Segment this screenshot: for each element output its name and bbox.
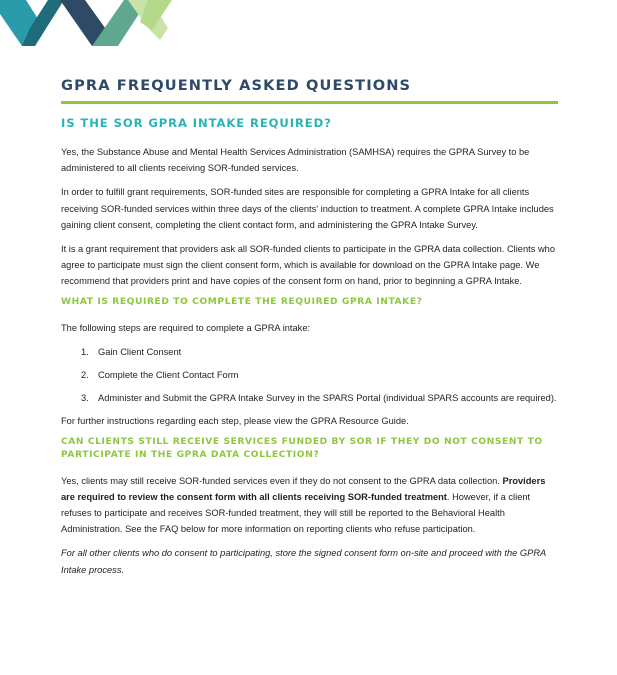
section-heading-consent: CAN CLIENTS STILL RECEIVE SERVICES FUNDED BY SOR IF THEY DO NOT CONSENT TO PARTICIPATE IN THE GPRA DATA COLLECTION? [61,436,543,460]
logo-chevrons-icon [0,0,175,46]
list-item-number: 3. [81,393,89,404]
section-heading-what-is-required: WHAT IS REQUIRED TO COMPLETE THE REQUIRED GPRA INTAKE? [61,296,423,307]
paragraph-text: Yes, clients may still receive SOR-funded services even if they do not consent to the GPRA data collection. [61,475,500,486]
list-item [81,344,558,360]
faq-content [61,76,558,586]
list-item [81,390,558,406]
italic-note-text: For all other clients who do consent to participating, store the signed consent form on-site and proceed with the GPRA Intake process. [61,548,546,575]
bold-requirement-text: Providers are required to review the consent form with all clients receiving SOR-funded treatment [61,475,546,502]
steps-list [81,344,558,407]
paragraph: It is a grant requirement that providers ask all SOR-funded clients to participate in the GPRA data collection. Clients who agree to participate must sign the client consent form, which is available for download on the GPRA Intake page. We recommend that providers print and have copies of the consent form on hand, prior to beginning a GPRA Intake. [61,244,556,287]
list-item-text: Administer and Submit the GPRA Intake Survey in the SPARS Portal (individual SPARS accounts are required). [98,393,557,404]
list-item-number: 1. [81,346,89,357]
paragraph: In order to fulfill grant requirements, SOR-funded sites are responsible for completing a GPRA Intake for all clients receiving SOR-funded services within three days of the clients' induction to treatment. A complete GPRA Intake includes gaining client consent, completing the client contact form, and administering the GPRA Intake Survey. [61,187,554,230]
section-heading-intake-required: IS THE SOR GPRA INTAKE REQUIRED? [61,116,332,130]
paragraph: Yes, the Substance Abuse and Mental Health Services Administration (SAMHSA) requires the GPRA Survey to be administered to all clients receiving SOR-funded services. [61,147,530,174]
list-item-text: Gain Client Consent [98,346,182,357]
list-item [81,367,558,383]
list-item-text: Complete the Client Contact Form [98,370,239,381]
paragraph: The following steps are required to complete a GPRA intake: [61,322,311,333]
italic-note [61,545,558,577]
paragraph [61,473,558,538]
paragraph-text: . However, if a client refuses to participate and receives SOR-funded treatment, they will still be reported to the Behavioral Health Administration. See the FAQ below for more information on reporting clients who refuse participation. [61,491,531,535]
paragraph: For further instructions regarding each step, please view the GPRA Resource Guide. [61,416,409,427]
page-title: GPRA FREQUENTLY ASKED QUESTIONS [61,76,558,104]
list-item-number: 2. [81,370,89,381]
